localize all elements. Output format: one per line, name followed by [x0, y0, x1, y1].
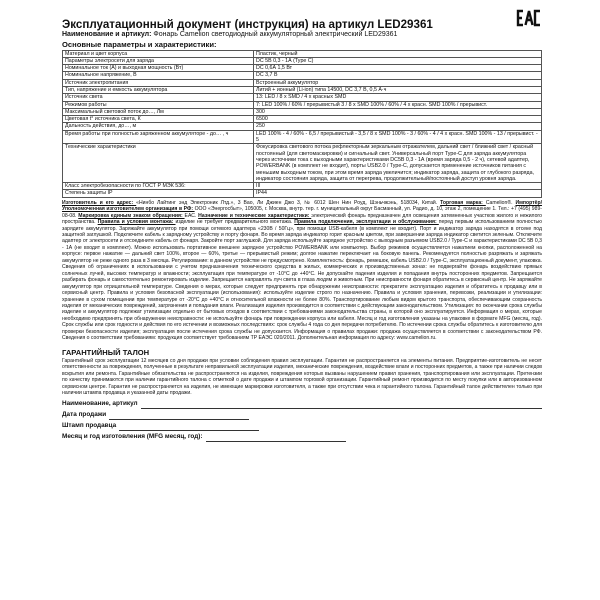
spec-key: Номинальное напряжение, В	[63, 72, 254, 79]
spec-key: Цветовая t° источника света, К	[63, 116, 254, 123]
rules-text: изделие не требует предварительного монтажа.	[175, 219, 295, 226]
trademark-value: Camelion®.	[485, 199, 516, 206]
purpose-label: Назначение и технические характеристики:	[198, 212, 312, 219]
naming-value: Фонарь Camelion светодиодный аккумуляторный электрический LED29361	[153, 31, 398, 38]
spec-key: Источник электропитания	[63, 79, 254, 86]
spec-key: Режимов работы	[63, 101, 254, 108]
spec-value: IP44	[254, 190, 542, 197]
operation-text: перед первым использованием полностью зарядите аккумулятор. Заряжайте аккумулятор при помощи сетевого адаптера «230В / 50Гц», при помощи USB-кабеля (в комплект не входит). Порт и индикатор заряда находятся в отсеке под защитной заглушкой. Подключите кабель к зарядному устройству и порту фонаря. Во время заряда индикатор горит красным цветом, при завершении заряда индикатор светится зеленым. Отключите адаптер от электросети и отсоедините кабель от фонаря. Закройте порт заглушкой. Для заряда используйте зарядное устройство с выходным разъемом USB2.0 / Type-C и характеристиками DC 5В 0,3 - 1А (не входит в комплект). Можно использовать портативное внешнее зарядное устройство POWERBANK или компьютер. Выбор режимов осуществляется нажатием кнопки, расположенной на корпусе: первое нажатие — дальний свет 100%, второе — 60%, третье — прерывистый режим; долгое нажатие переключает на боковую панель. Рекомендуется полностью разряжать и заряжать аккумулятор не реже одного раза в 3 месяца. Регулирование: в данном устройстве не предусмотрено. Комплектность: фонарь, ремешок, кабель USB2.0 / Type-C, эксплуатационный документ, упаковка. Сведения об ограничениях в использовании с учетом предназначения технического средства в жилых, коммерческих и производственных зонах: не подвергайте фонарь воздействию прямых солнечных лучей, высоких температур и влажности; эксплуатация при температуре от -10°С до +40°С. Не допускайте падения изделия и попадания внутрь посторонних предметов. Запрещается разбирать фонарь и самостоятельно ремонтировать изделие. Запрещается направлять луч света в глаза людям и животным. При неисправности фонаря обратитесь в сервисный центр. Не заряжайте аккумулятор при отрицательной температуре. Сведения о мерах, которые следует предпринять при обнаружении неисправности: прекратите эксплуатацию изделия и обратитесь к продавцу или в сервисный центр. Правила и условия безопасной эксплуатации (использования): используйте изделие строго по назначению. Правила и условия хранения, перевозки, реализации и утилизации: хранение в сухом помещении при температуре от -20°С до +40°С и относительной влажности не более 80%. Транспортирование любым видом крытого транспорта, обеспечивающим сохранность изделия от механических повреждений, загрязнения и попадания влаги. Реализация изделия производится в соответствии с действующим законодательством. Утилизация: по окончании срока службы изделие и аккумулятор подлежат утилизации отдельно от бытовых отходов в соответствии с требованиями законодательства страны, в которой оно эксплуатируется. Информация о мерах, которые необходимо предпринять при обнаружении неисправности: не используйте фонарь при повреждении корпуса или кабеля. Месяц и год изготовления указаны на упаковке в формате MFG (месяц, год). Срок службы или срок годности и действия по его истечении и возможных последствиях: срок службы 4 года со дня передачи потребителю. По истечении срока службы обратитесь к изготовителю для проверки безопасности изделия; эксплуатация после истечения срока службы не допускается. Информация о правилах продажи: продажа осуществляется в соответствии с законодательством РФ. Сведения о соответствии требованиям: продукция соответствует требованиям ТР ЕАЭС 020/2011. Дополнительная информация по адресу: www.camelion.ru.	[62, 219, 542, 342]
operation-label: Правила подключения, эксплуатации и обслуживания:	[294, 219, 439, 226]
manufacturer-label: Изготовитель и его адрес:	[62, 199, 137, 206]
trademark-label: Торговая марка:	[440, 199, 486, 206]
spec-row	[63, 144, 542, 183]
spec-row	[63, 101, 542, 108]
warranty-field	[62, 409, 542, 420]
warranty-field	[62, 420, 542, 431]
spec-value: Пластик, черный	[254, 50, 542, 57]
warranty-field-label: Штамп продавца	[62, 422, 117, 430]
warranty-field	[62, 398, 542, 409]
spec-row	[63, 86, 542, 93]
rules-label: Правила и условия монтажа:	[97, 219, 176, 226]
spec-value: III	[254, 183, 542, 190]
spec-value: Фокусировка светового потока рефлекторным зеркальным отражателем, дальний свет / ближний свет / красный постоянный (для светомаскировки) и сигнальный свет. Универсальный порт Type-C для заряда аккумулятора через источники тока с выходными характеристиками DC5В 0,3 - 1А (время заряда 0,5 - 2 ч), сетевой адаптер, POWERBANK (в комплект не входит), порты USB2.0 / Type-C, допускается применение источников питания с меньшим выходным током, при этом время заряда увеличится; индикатор заряда, защита от глубокого разряда, индикатор состояния заряда, защита от перегрева, продолжительный/постоянный доступ уровня заряда.	[254, 144, 542, 183]
spec-key: Максимальный световой поток до…, Лм	[63, 108, 254, 115]
spec-row	[63, 72, 542, 79]
warranty-field-label: Дата продажи	[62, 411, 107, 419]
warranty-field-line[interactable]	[141, 400, 542, 409]
spec-row	[63, 190, 542, 197]
spec-key: Номинальное ток (А) и выходная мощность (Вт)	[63, 65, 254, 72]
warranty-field-line[interactable]	[119, 422, 259, 431]
spec-key: Время работы при полностью заряженном аккумуляторе - до… , ч	[63, 130, 254, 144]
specs-table	[62, 50, 542, 198]
spec-value: 13: LED / 8 x SMD / 4 x красных SMD	[254, 94, 542, 101]
spec-value: 250	[254, 123, 542, 130]
spec-row	[63, 57, 542, 64]
spec-value: 6500	[254, 116, 542, 123]
warranty-field-label: Месяц и год изготовления (MFG месяц, год):	[62, 433, 203, 441]
warranty-fields	[62, 398, 542, 442]
spec-value: LED 100% - 4 / 60% - 6,5 / прерывистый - 3,5 / 8 x SMD 100% - 3 / 60% - 4 / 4 x красн. SMD 100% - 13 / прерывист. - 5	[254, 130, 542, 144]
document-title: Эксплуатационный документ (инструкция) на артикул LED29361	[62, 18, 433, 31]
warranty-field-label: Наименование, артикул	[62, 400, 138, 408]
spec-key: Параметры электросети для заряда	[63, 57, 254, 64]
spec-row	[63, 183, 542, 190]
spec-key: Источник света	[63, 94, 254, 101]
naming-label: Наименование и артикул:	[62, 31, 152, 38]
spec-row	[63, 123, 542, 130]
spec-row	[63, 116, 542, 123]
spec-value: 300	[254, 108, 542, 115]
spec-value: DC 5В 0,3 - 1А (Type C)	[254, 57, 542, 64]
product-naming	[62, 31, 542, 40]
warranty-text: Гарантийный срок эксплуатации 12 месяцев со дня продажи при условии соблюдения правил эксплуатации. Гарантия не распространяется на элементы питания. Предприятие-изготовитель не несет ответственности за повреждения, полученные в результате неправильной эксплуатации изделия, механические повреждения, воздействие влаги и посторонних предметов, а также при наличии следов вскрытия или ремонта. Гарантийные обязательства не распространяются на изделия, повреждения которых вызваны нарушением правил хранения, транспортирования или эксплуатации. Претензии по качеству принимаются при наличии гарантийного талона с отметкой о дате продажи и штампом торговой организации. Гарантийный ремонт производится по месту покупки или в авторизованном сервисном центре. Гарантия не распространяется на изделия, не имеющие маркировки изготовителя, а также при отсутствии чека и гарантийного талона. Гарантийный талон действителен только при наличии штампа продавца и указанной даты продажи.	[62, 357, 542, 396]
warranty-title: ГАРАНТИЙНЫЙ ТАЛОН	[62, 347, 150, 357]
spec-row	[63, 108, 542, 115]
spec-key: Тип, напряжение и емкость аккумулятора	[63, 86, 254, 93]
manufacturer-text: «Нинбо Лайтинг энд Электроник Лтд.», 3 Вао, Ли Джиен Джо 3, № 6012 Шен Нин Роуд, Шэньчжэнь, 518034, Китай.	[136, 199, 441, 206]
spec-key: Технические характеристики	[63, 144, 254, 183]
specs-heading: Основные параметры и характеристики:	[62, 39, 217, 49]
spec-row	[63, 94, 542, 101]
spec-row	[63, 130, 542, 144]
importer-text: ООО «Энергосбыт», 105005, г. Москва, внутр. тер. г. муниципальный округ Басманный, ул. Радио, д. 10, этаж 2, помещение 1. Тел.: +7 (495) 989-08-08.	[62, 206, 543, 219]
warranty-field	[62, 431, 542, 442]
spec-value: 7: LED 100% / 60% / прерывистый 3 / 8 x SMD 100% / 60% / 4 x красн. SMD 100% / прерывист.	[254, 101, 542, 108]
instruction-document	[62, 18, 542, 442]
spec-value: DC 3,7 В	[254, 72, 542, 79]
spec-row	[63, 50, 542, 57]
spec-row	[63, 79, 542, 86]
spec-value: DC 0,6А 1,5 Вт	[254, 65, 542, 72]
warranty-field-line[interactable]	[206, 433, 346, 442]
spec-row	[63, 65, 542, 72]
spec-key: Дальность действия, до…, м	[63, 123, 254, 130]
purpose-text: электрический фонарь предназначен для освещения затемненных участков жилого и нежилого пространства.	[62, 212, 542, 226]
importer-label: Импортёр/Уполномоченная изготовителем организация в РФ:	[62, 199, 542, 213]
spec-key: Степень защиты IP	[63, 190, 254, 197]
marking-label: Маркировка единым знаком обращения:	[78, 212, 185, 219]
marking-text: ЕАС.	[184, 212, 199, 219]
spec-key: Класс электробезопасности по ГОСТ Р МЭК 536:	[63, 183, 254, 190]
spec-key: Материал и цвет корпуса	[63, 50, 254, 57]
instructions-text	[62, 200, 542, 342]
warranty-field-line[interactable]	[109, 411, 249, 420]
spec-value: Литий + ионный (Li-ion) типа 14500, DC 3,7 В, 0,5 А·ч	[254, 86, 542, 93]
spec-value: Встроенный аккумулятор	[254, 79, 542, 86]
